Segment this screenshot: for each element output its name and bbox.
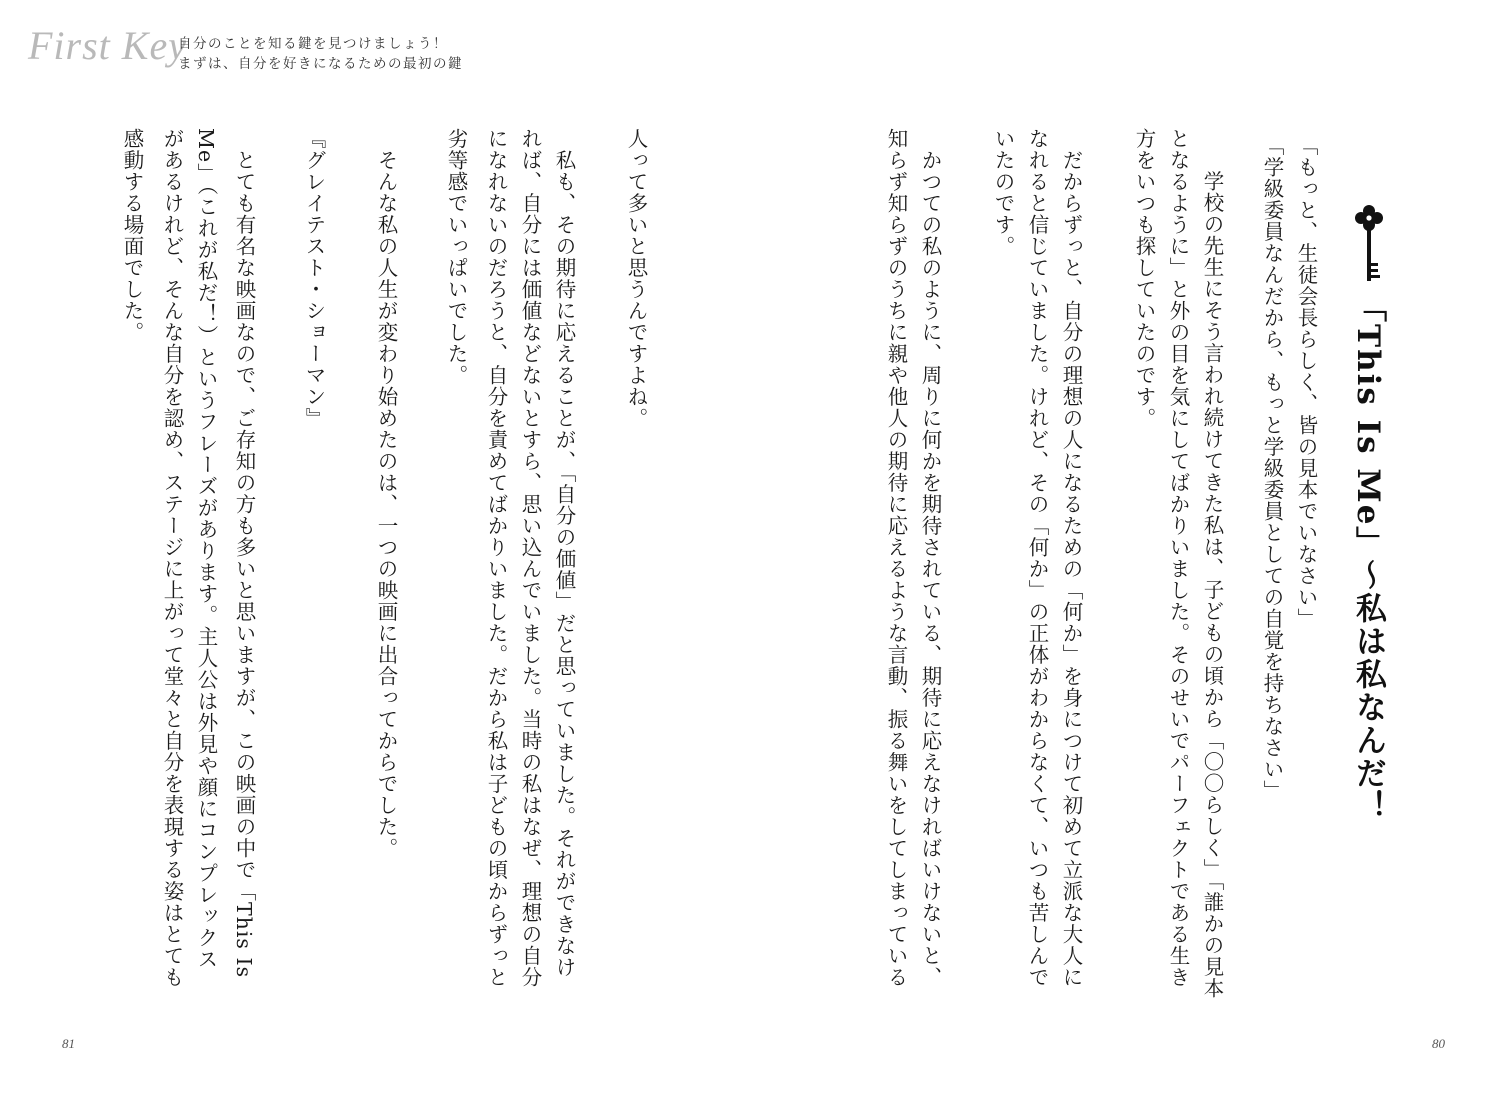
header-caption [178,34,463,74]
text-column-6: だからずっと、自分の理想の人になるための「何か」を身につけて初めて立派な大人に [1059,128,1083,988]
series-logo: First Key [28,23,187,68]
text-column-19: Me」（これが私だ！）というフレーズがあります。主人公は外見や顔にコンプレックス [194,128,218,970]
text-column-12: 私も、その期待に応えることが、「自分の価値」だと思っていました。それができなけ [552,128,576,978]
section-heading [1346,205,1391,823]
page-number-left: 81 [62,1036,75,1051]
text-column-15: 劣等感でいっぱいでした。 [444,128,468,386]
heading-title: 「This Is Me」～私は私なんだ！ [1350,291,1386,824]
text-column-17: 『グレイテスト・ショーマン』 [302,128,326,429]
text-column-16: そんな私の人生が変わり始めたのは、一つの映画に出合ってからでした。 [374,128,398,859]
text-column-8: いたのです。 [991,128,1015,257]
header-line-1: 自分のことを知る鍵を見つけましょう！ [178,36,448,52]
text-column-21: 感動する場面でした。 [120,128,144,343]
text-column-11: 人って多いと思うんですよね。 [624,128,648,429]
text-column-7: なれると信じていました。けれど、その「何か」の正体がわからなくて、いつも苦しんで [1025,128,1049,988]
header-line-2: まずは、自分を好きになるための最初の鍵 [178,56,463,72]
text-column-20: があるけれど、そんな自分を認め、ステージに上がって堂々と自分を表現する姿はとても [160,128,184,988]
page-number-right: 80 [1432,1036,1445,1051]
text-column-18: とても有名な映画なので、ご存知の方も多いと思いますが、この映画の中で「This Is [232,128,256,979]
text-column-9: かつての私のように、周りに何かを期待されている、期待に応えなければいけないと、 [918,128,942,988]
key-icon [1352,205,1386,283]
text-column-3: 学校の先生にそう言われ続けてきた私は、子どもの頃から「〇〇らしく」「誰かの見本 [1200,149,1224,999]
text-column-13: れば、自分には価値などないとすら、思い込んでいました。当時の私はなぜ、理想の自分 [518,128,542,988]
text-column-10: 知らず知らずのうちに親や他人の期待に応えるような言動、振る舞いをしてしまっている [884,128,908,988]
text-column-4: となるように」と外の目を気にしてばかりいました。そのせいでパーフェクトである生き [1166,128,1190,988]
text-column-5: 方をいつも探していたのです。 [1132,128,1156,429]
text-column-2: 「学級委員なんだから、もっと学級委員としての自覚を持ちなさい」 [1260,135,1284,802]
text-column-1: 「もっと、生徒会長らしく、皆の見本でいなさい」 [1294,135,1318,630]
text-column-14: になれないのだろうと、自分を責めてばかりいました。だから私は子どもの頃からずっと [484,128,508,988]
